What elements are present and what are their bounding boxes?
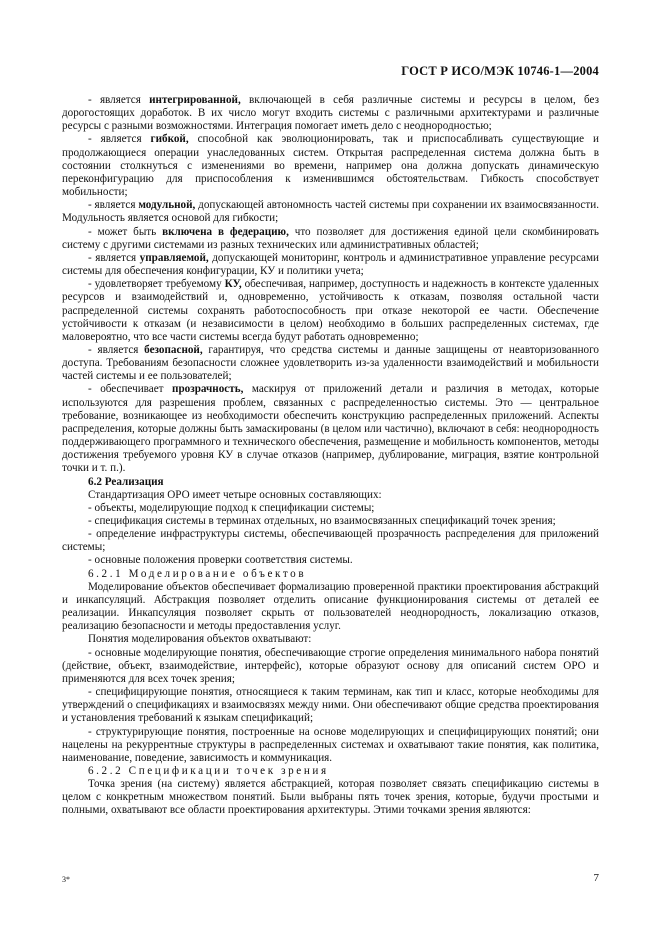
list-item: - является управляемой, допускающей мониторинг, контроль и административное управление ресурсами системы для обеспечения конфигурации, КУ и политики учета; bbox=[62, 251, 599, 278]
paragraph: Стандартизация ОРО имеет четыре основных составляющих: bbox=[88, 488, 382, 501]
subsection-heading: 6.2.2 Спецификации точек зрения bbox=[88, 764, 329, 777]
document-header: ГОСТ Р ИСО/МЭК 10746-1—2004 bbox=[401, 64, 599, 78]
list-item: - определение инфраструктуры системы, обеспечивающей прозрачность распределения для приложений системы; bbox=[62, 528, 599, 554]
page-body bbox=[62, 94, 599, 818]
list-item: - может быть включена в федерацию, что позволяет для достижения единой цели скомбинировать систему с другими системами из разных технических или административных областей; bbox=[62, 225, 600, 251]
list-item: - основные моделирующие понятия, обеспечивающие строгие определения минимального набора понятий (действие, объект, взаимодействие, интерфейс), которые образуют основу для описаний систем ОРО и применяются для всех точек зрения; bbox=[62, 646, 599, 685]
list-item: - структурирующие понятия, построенные на основе моделирующих и специфицирующих понятий; они нацелены на рекуррентные структуры в распределенных системах и охватывают такие понятия, как политика, наименование, поведение, зависимость и коммуникация. bbox=[62, 725, 599, 764]
list-item: - специфицирующие понятия, относящиеся к таким терминам, как тип и класс, которые необходимы для утверждений о спецификациях и взаимосвязях между ними. Они обеспечивают общие средства проектирования и установления требований к языкам спецификаций; bbox=[62, 686, 599, 725]
list-item: - является модульной, допускающей автономность частей системы при сохранении их взаимосвязанности. Модульность является основой для гибкости; bbox=[62, 199, 599, 225]
list-item: - объекты, моделирующие подход к спецификации системы; bbox=[88, 501, 375, 514]
paragraph: Понятия моделирования объектов охватывают: bbox=[88, 633, 312, 646]
page-number: 7 bbox=[593, 872, 599, 884]
list-item: - является безопасной, гарантируя, что средства системы и данные защищены от неавторизованного доступа. Требованиям безопасности сложнее удовлетворить из-за удаленности взаимодействий и мобильности частей системы и ее пользователей; bbox=[62, 343, 599, 383]
list-item: - является гибкой, способной как эволюционировать, так и приспосабливать существующие и продолжающиеся операции унаследованных систем. Открытая распределенная система должна быть в состоянии столкнуться с изменениями во времени, например она должна допускать динамическую переконфигурацию для приспособления к изменившимся обстоятельствам. Гибкость способствует мобильности; bbox=[62, 133, 599, 199]
list-item: - основные положения проверки соответствия системы. bbox=[88, 554, 353, 567]
list-item: - обеспечивает прозрачность, маскируя от приложений детали и различия в методах, которые используются для разрешения проблем, связанных с распределенностью системы. Это — центральное требование, возникающее из необходимости обеспечить конструкцию распределенных приложений. Аспекты распределения, которые должны быть замаскированы (в целом или частично), включают в себя: неоднородность поддерживающего программного и технического обеспечения, размещение и мобильность компонентов, методы достижения требуемого уровня КУ в случае отказов (например, дублирование, миграция, взятие контрольной точки и т. п.). bbox=[62, 383, 599, 475]
paragraph: Моделирование объектов обеспечивает формализацию проверенной практики проектирования абстракций и инкапсуляций. Абстракция позволяет отделить описание функционирования системы от деталей ее реализации. Инкапсуляция позволяет скрыть от пользователей неоднородность, локализацию отказов, реализацию безопасности и методы предоставления услуг. bbox=[62, 580, 599, 633]
list-item: - является интегрированной, включающей в себя различные системы и ресурсы в целом, без дорогостоящих доработок. В их число могут входить системы с различными архитектурами и различные ресурсы с разными возможностями. Интеграция помогает иметь дело с неоднородностью; bbox=[62, 94, 599, 133]
section-heading: 6.2 Реализация bbox=[88, 475, 164, 488]
signature-mark: 3* bbox=[62, 875, 70, 884]
subsection-heading: 6.2.1 Моделирование объектов bbox=[88, 567, 307, 580]
list-item: - удовлетворяет требуемому КУ, обеспечивая, например, доступность и надежность в контексте удаленных ресурсов и взаимодействий и, одновременно, устойчивость к отказам, позволяя остальной части распределенной системы сохранять работоспособность при отказе некоторой ее части. Обеспечение устойчивости к отказам (и независимости в целом) необходимо в больших распределенных системах, где маловероятно, что все части системы всегда будут работать одновременно; bbox=[62, 278, 599, 343]
list-item: - спецификация системы в терминах отдельных, но взаимосвязанных спецификаций точек зрения; bbox=[88, 515, 556, 527]
paragraph: Точка зрения (на систему) является абстракцией, которая позволяет связать спецификацию системы в целом с конкретным множеством понятий. Были выбраны пять точек зрения, которые, будучи простыми и полными, охватывают все области проектирования архитектуры. Этими точками зрения являются: bbox=[62, 778, 599, 817]
